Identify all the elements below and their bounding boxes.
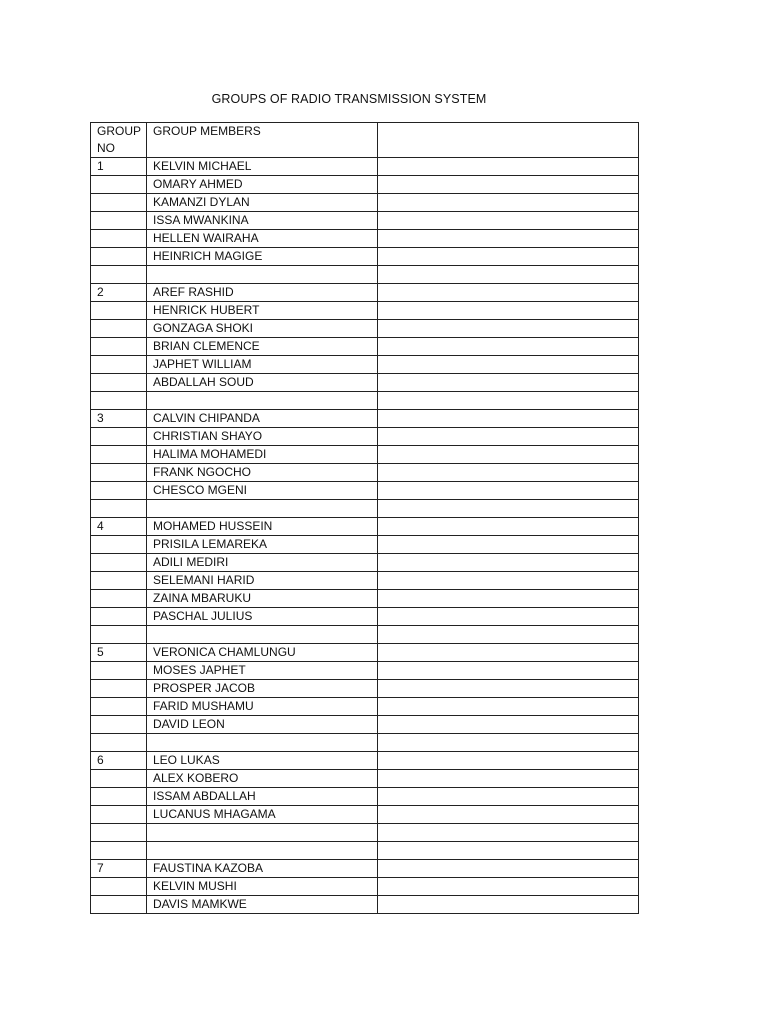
extra-cell xyxy=(378,392,639,410)
extra-cell xyxy=(378,482,639,500)
extra-cell xyxy=(378,266,639,284)
group-no-cell xyxy=(91,356,147,374)
table-row xyxy=(91,320,639,338)
extra-cell xyxy=(378,608,639,626)
member-name-cell: SELEMANI HARID xyxy=(147,572,378,590)
table-row xyxy=(91,860,639,878)
group-no-cell: 5 xyxy=(91,644,147,662)
extra-cell xyxy=(378,284,639,302)
member-name-cell: CALVIN CHIPANDA xyxy=(147,410,378,428)
table-row xyxy=(91,500,639,518)
group-no-cell xyxy=(91,878,147,896)
extra-cell xyxy=(378,302,639,320)
member-name-cell xyxy=(147,626,378,644)
table-row xyxy=(91,266,639,284)
table-row xyxy=(91,590,639,608)
member-name-cell: CHRISTIAN SHAYO xyxy=(147,428,378,446)
group-no-cell xyxy=(91,212,147,230)
extra-cell xyxy=(378,680,639,698)
member-name-cell: ISSA MWANKINA xyxy=(147,212,378,230)
extra-cell xyxy=(378,500,639,518)
group-no-cell xyxy=(91,428,147,446)
extra-cell xyxy=(378,716,639,734)
group-no-cell xyxy=(91,230,147,248)
member-name-cell: PRISILA LEMAREKA xyxy=(147,536,378,554)
group-no-cell: 6 xyxy=(91,752,147,770)
member-name-cell: HALIMA MOHAMEDI xyxy=(147,446,378,464)
group-no-cell: 7 xyxy=(91,860,147,878)
extra-cell xyxy=(378,626,639,644)
table-row xyxy=(91,626,639,644)
member-name-cell xyxy=(147,842,378,860)
extra-cell xyxy=(378,176,639,194)
extra-cell xyxy=(378,194,639,212)
extra-cell xyxy=(378,824,639,842)
table-row xyxy=(91,410,639,428)
group-no-cell xyxy=(91,500,147,518)
extra-cell xyxy=(378,842,639,860)
group-no-cell xyxy=(91,482,147,500)
group-no-cell xyxy=(91,842,147,860)
member-name-cell xyxy=(147,734,378,752)
group-no-cell xyxy=(91,176,147,194)
extra-cell xyxy=(378,590,639,608)
group-no-cell xyxy=(91,374,147,392)
group-no-cell xyxy=(91,338,147,356)
extra-cell xyxy=(378,356,639,374)
table-row xyxy=(91,374,639,392)
member-name-cell: FARID MUSHAMU xyxy=(147,698,378,716)
group-no-cell xyxy=(91,698,147,716)
member-name-cell xyxy=(147,266,378,284)
group-no-cell xyxy=(91,734,147,752)
extra-cell xyxy=(378,464,639,482)
group-no-cell: 4 xyxy=(91,518,147,536)
extra-cell xyxy=(378,428,639,446)
table-row xyxy=(91,644,639,662)
member-name-cell xyxy=(147,500,378,518)
member-name-cell: ABDALLAH SOUD xyxy=(147,374,378,392)
group-no-cell xyxy=(91,716,147,734)
group-no-cell xyxy=(91,464,147,482)
group-no-cell xyxy=(91,248,147,266)
group-no-cell xyxy=(91,194,147,212)
group-no-cell: 1 xyxy=(91,158,147,176)
group-no-cell xyxy=(91,446,147,464)
table-row xyxy=(91,464,639,482)
table-row xyxy=(91,824,639,842)
table-row xyxy=(91,392,639,410)
table-row xyxy=(91,788,639,806)
member-name-cell: DAVID LEON xyxy=(147,716,378,734)
table-row xyxy=(91,680,639,698)
group-no-cell xyxy=(91,662,147,680)
table-row xyxy=(91,284,639,302)
table-row xyxy=(91,806,639,824)
group-no-cell xyxy=(91,608,147,626)
member-name-cell: ALEX KOBERO xyxy=(147,770,378,788)
table-row xyxy=(91,536,639,554)
member-name-cell: LUCANUS MHAGAMA xyxy=(147,806,378,824)
table-row xyxy=(91,842,639,860)
group-no-cell xyxy=(91,554,147,572)
group-no-cell xyxy=(91,266,147,284)
member-name-cell: HELLEN WAIRAHA xyxy=(147,230,378,248)
group-no-cell xyxy=(91,896,147,914)
extra-cell xyxy=(378,788,639,806)
member-name-cell: PROSPER JACOB xyxy=(147,680,378,698)
extra-cell xyxy=(378,230,639,248)
extra-cell xyxy=(378,896,639,914)
member-name-cell xyxy=(147,824,378,842)
member-name-cell: LEO LUKAS xyxy=(147,752,378,770)
extra-cell xyxy=(378,320,639,338)
table-row xyxy=(91,698,639,716)
group-no-cell: 2 xyxy=(91,284,147,302)
member-name-cell: BRIAN CLEMENCE xyxy=(147,338,378,356)
extra-cell xyxy=(378,770,639,788)
extra-cell xyxy=(378,734,639,752)
group-no-cell xyxy=(91,572,147,590)
extra-cell xyxy=(378,158,639,176)
group-no-cell xyxy=(91,320,147,338)
table-row xyxy=(91,338,639,356)
extra-cell xyxy=(378,698,639,716)
member-name-cell: KAMANZI DYLAN xyxy=(147,194,378,212)
extra-cell xyxy=(378,212,639,230)
extra-cell xyxy=(378,860,639,878)
group-no-cell xyxy=(91,788,147,806)
table-row xyxy=(91,878,639,896)
table-row xyxy=(91,446,639,464)
table-row xyxy=(91,356,639,374)
member-name-cell: PASCHAL JULIUS xyxy=(147,608,378,626)
member-name-cell: VERONICA CHAMLUNGU xyxy=(147,644,378,662)
table-row xyxy=(91,518,639,536)
header-group-no: GROUP NO xyxy=(91,123,147,158)
groups-table xyxy=(90,122,639,914)
table-row xyxy=(91,194,639,212)
group-no-cell xyxy=(91,824,147,842)
extra-cell xyxy=(378,554,639,572)
table-row xyxy=(91,896,639,914)
member-name-cell: HEINRICH MAGIGE xyxy=(147,248,378,266)
extra-cell xyxy=(378,752,639,770)
member-name-cell: ISSAM ABDALLAH xyxy=(147,788,378,806)
table-row xyxy=(91,212,639,230)
group-no-cell xyxy=(91,392,147,410)
extra-cell xyxy=(378,374,639,392)
member-name-cell: CHESCO MGENI xyxy=(147,482,378,500)
member-name-cell: JAPHET WILLIAM xyxy=(147,356,378,374)
table-row xyxy=(91,554,639,572)
group-no-cell xyxy=(91,590,147,608)
group-no-cell: 3 xyxy=(91,410,147,428)
extra-cell xyxy=(378,446,639,464)
group-no-cell xyxy=(91,302,147,320)
member-name-cell: MOSES JAPHET xyxy=(147,662,378,680)
member-name-cell xyxy=(147,392,378,410)
table-row xyxy=(91,662,639,680)
member-name-cell: GONZAGA SHOKI xyxy=(147,320,378,338)
extra-cell xyxy=(378,644,639,662)
group-no-cell xyxy=(91,626,147,644)
extra-cell xyxy=(378,248,639,266)
table-row xyxy=(91,734,639,752)
table-row xyxy=(91,302,639,320)
member-name-cell: MOHAMED HUSSEIN xyxy=(147,518,378,536)
group-no-cell xyxy=(91,770,147,788)
group-no-cell xyxy=(91,536,147,554)
member-name-cell: ADILI MEDIRI xyxy=(147,554,378,572)
table-row xyxy=(91,482,639,500)
table-row xyxy=(91,176,639,194)
table-row xyxy=(91,248,639,266)
table-header-row xyxy=(91,123,639,158)
extra-cell xyxy=(378,572,639,590)
table-row xyxy=(91,158,639,176)
table-row xyxy=(91,716,639,734)
extra-cell xyxy=(378,878,639,896)
group-no-cell xyxy=(91,680,147,698)
member-name-cell: OMARY AHMED xyxy=(147,176,378,194)
extra-cell xyxy=(378,662,639,680)
table-row xyxy=(91,752,639,770)
extra-cell xyxy=(378,536,639,554)
member-name-cell: KELVIN MICHAEL xyxy=(147,158,378,176)
extra-cell xyxy=(378,806,639,824)
extra-cell xyxy=(378,410,639,428)
group-no-cell xyxy=(91,806,147,824)
table-row xyxy=(91,428,639,446)
document-title: GROUPS OF RADIO TRANSMISSION SYSTEM xyxy=(211,92,487,106)
table-row xyxy=(91,608,639,626)
header-group-members: GROUP MEMBERS xyxy=(147,123,378,158)
header-blank xyxy=(378,123,639,158)
extra-cell xyxy=(378,338,639,356)
member-name-cell: AREF RASHID xyxy=(147,284,378,302)
member-name-cell: FAUSTINA KAZOBA xyxy=(147,860,378,878)
member-name-cell: DAVIS MAMKWE xyxy=(147,896,378,914)
member-name-cell: ZAINA MBARUKU xyxy=(147,590,378,608)
extra-cell xyxy=(378,518,639,536)
member-name-cell: FRANK NGOCHO xyxy=(147,464,378,482)
table-row xyxy=(91,572,639,590)
member-name-cell: HENRICK HUBERT xyxy=(147,302,378,320)
table-row xyxy=(91,230,639,248)
table-row xyxy=(91,770,639,788)
member-name-cell: KELVIN MUSHI xyxy=(147,878,378,896)
